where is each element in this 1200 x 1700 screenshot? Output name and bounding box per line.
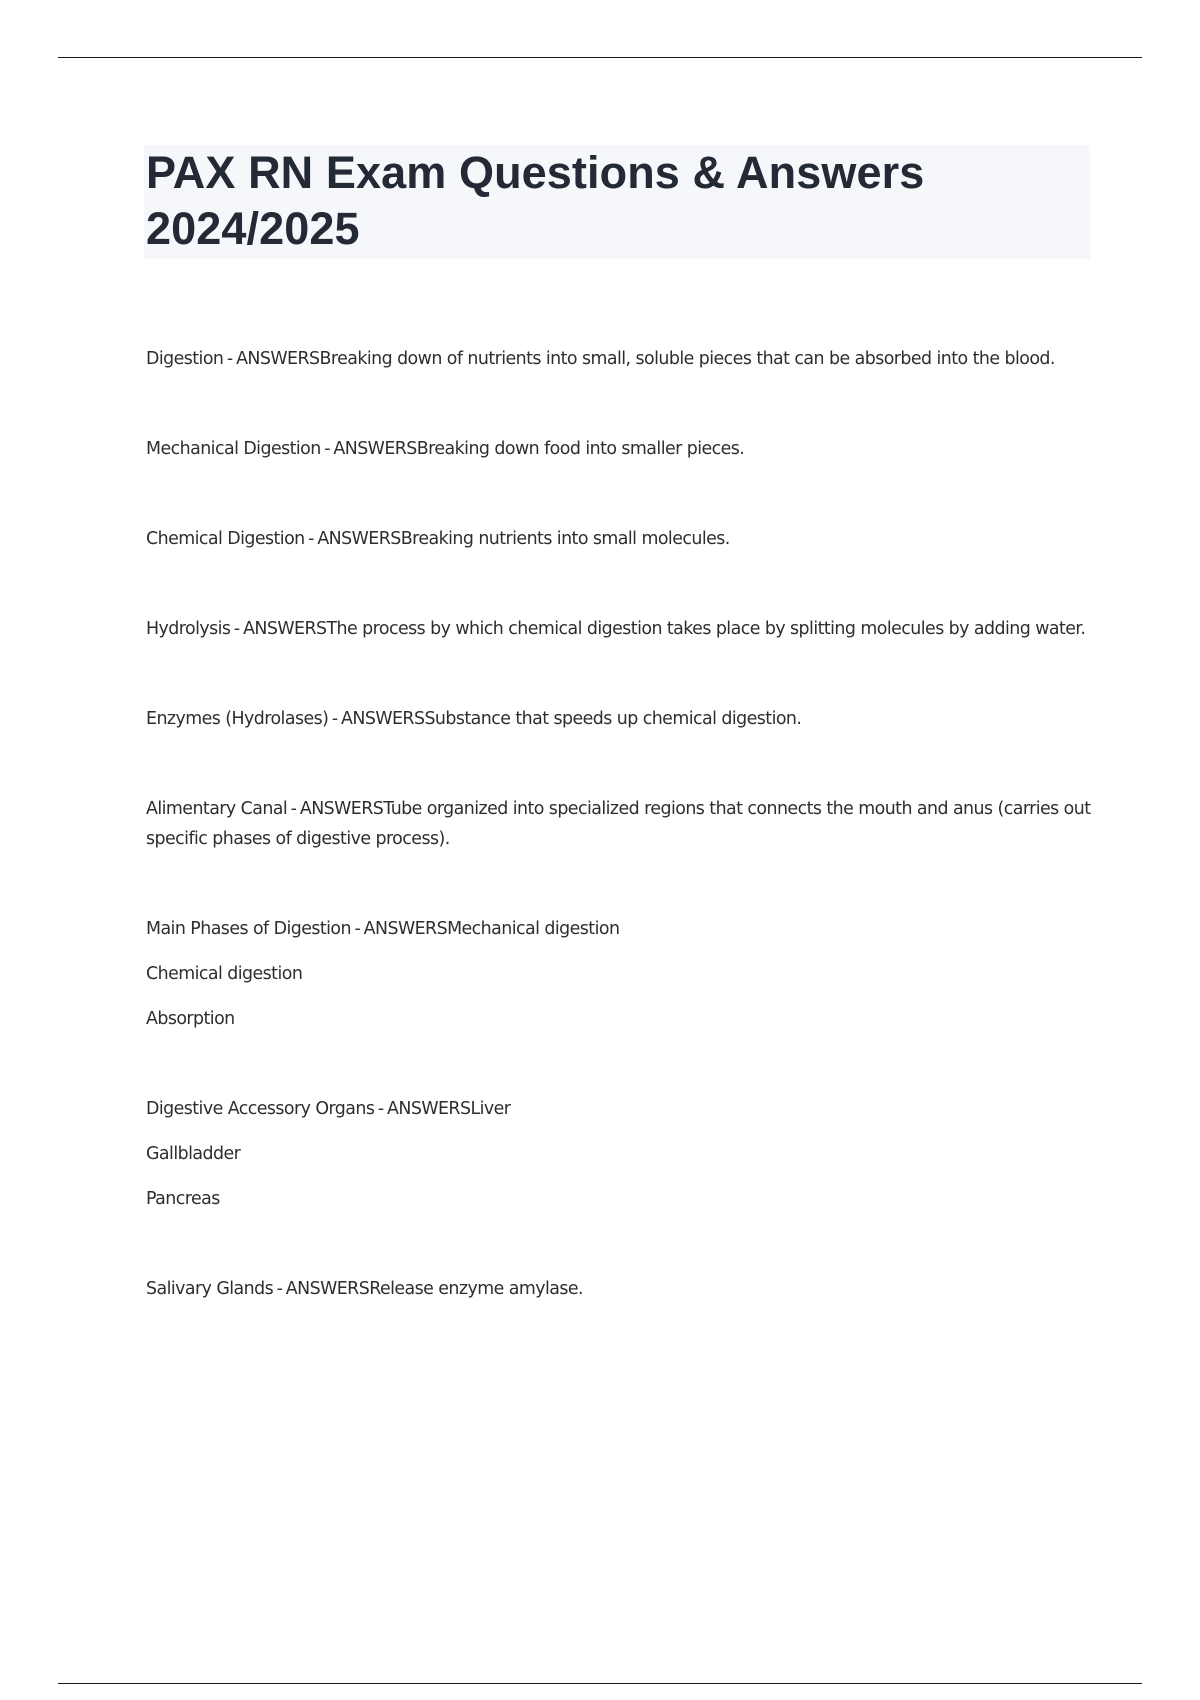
entry-gap [146,1214,1096,1274]
qa-answer: Release enzyme amylase. [369,1279,584,1299]
qa-entry-hydrolysis [146,614,1096,644]
qa-line [146,1094,1096,1124]
entry-gap [146,1034,1096,1094]
answer-marker: ANSWERS [285,1279,370,1299]
entry-gap [146,644,1096,704]
qa-separator: - [308,529,314,549]
qa-answer: Breaking nutrients into small molecules. [400,529,730,549]
qa-term: Main Phases of Digestion [146,919,351,939]
qa-line [146,434,1096,464]
qa-entry-accessory-organs [146,1094,1096,1214]
qa-answer-line: Absorption [146,1009,235,1029]
qa-separator: - [354,919,361,939]
entry-gap [146,554,1096,614]
qa-answer: Breaking down food into smaller pieces. [416,439,745,459]
qa-entry-chemical-digestion [146,524,1096,554]
answer-marker: ANSWERS [363,919,448,939]
qa-entry-main-phases [146,914,1096,1034]
qa-answer: Breaking down of nutrients into small, soluble pieces that can be absorbed into the blood. [319,349,1055,369]
qa-separator: - [226,349,233,369]
answer-marker: ANSWERS [341,709,425,729]
header-rule [58,57,1142,58]
qa-term: Digestive Accessory Organs [146,1099,375,1119]
qa-line [146,524,1096,554]
answer-marker: ANSWERS [317,529,401,549]
qa-term: Digestion [146,349,224,369]
qa-term: Chemical Digestion [146,529,305,549]
qa-term: Mechanical Digestion [146,439,321,459]
qa-separator: - [331,709,338,729]
answer-marker: ANSWERS [333,439,417,459]
qa-answer-line: Pancreas [146,1189,220,1209]
qa-entry-enzymes [146,704,1096,734]
qa-line [146,344,1096,374]
qa-answer-line: Gallbladder [146,1144,241,1164]
entry-gap [146,734,1096,794]
qa-entry-salivary-glands [146,1274,1096,1304]
qa-line [146,614,1096,644]
qa-separator: - [377,1099,384,1119]
qa-entry-digestion [146,344,1096,374]
qa-separator: - [290,799,297,819]
qa-answer: Substance that speeds up chemical digestion. [424,709,802,729]
qa-separator: - [324,439,330,459]
answer-marker: ANSWERS [236,349,320,369]
qa-line [146,794,1096,854]
title-block [144,145,1090,259]
answer-marker: ANSWERS [387,1099,471,1119]
qa-answer-line: Chemical digestion [146,964,303,984]
entry-gap [146,374,1096,434]
qa-term: Alimentary Canal [146,799,288,819]
entry-gap [146,464,1096,524]
qa-separator: - [276,1279,283,1299]
footer-rule [58,1683,1142,1684]
document-title: PAX RN Exam Questions & Answers 2024/2025 [146,147,925,254]
qa-term: Enzymes (Hydrolases) [146,709,329,729]
qa-answer: Mechanical digestion [447,919,620,939]
qa-entry-mechanical-digestion [146,434,1096,464]
qa-term: Hydrolysis [146,619,231,639]
qa-answer: The process by which chemical digestion takes place by splitting molecules by adding water. [326,619,1086,639]
qa-answer: Liver [470,1099,511,1119]
qa-line [146,704,1096,734]
answer-marker: ANSWERS [243,619,327,639]
qa-line [146,1274,1096,1304]
entry-gap [146,854,1096,914]
qa-separator: - [233,619,240,639]
qa-answer: Tube organized into specialized regions that connects the mouth and anus (carries out specific phases of digestive process). [146,799,1091,849]
qa-term: Salivary Glands [146,1279,274,1299]
qa-entry-alimentary-canal [146,794,1096,854]
qa-line [146,914,1096,944]
answer-marker: ANSWERS [299,799,384,819]
document-body [146,344,1096,1304]
